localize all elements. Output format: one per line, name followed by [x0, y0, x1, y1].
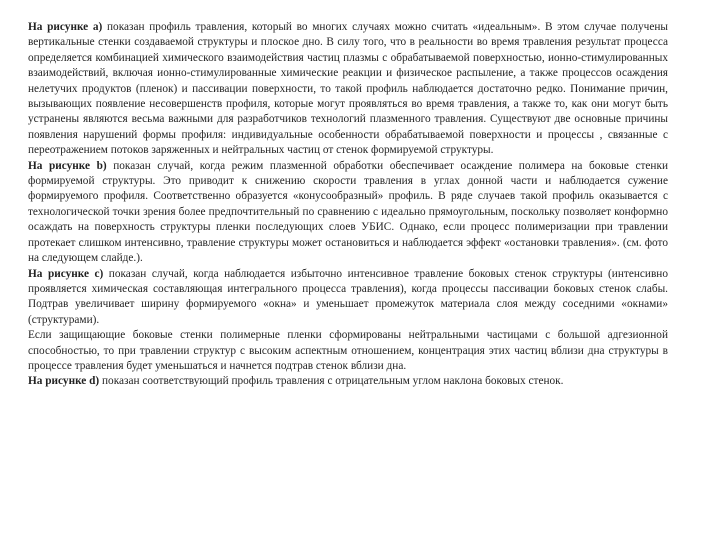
paragraph-text: показан случай, когда наблюдается избыточно интенсивное травление боковых стенок структуры (интенсивно проявляется химическая составляющая интегрального процесса травления), когда процессы пассивации боковых стенок слабы. Подтрав увеличивает ширину формируемого «окна» и уменьшает промежуток материала слоя между соседними «окнами» (структурами).	[28, 267, 668, 326]
paragraph-figure-d	[28, 374, 668, 389]
document-body	[28, 20, 668, 390]
paragraph-figure-a	[28, 20, 668, 159]
paragraph-lead: На рисунке d)	[28, 375, 100, 388]
paragraph-sidewall-passivation	[28, 328, 668, 374]
paragraph-figure-c	[28, 267, 668, 329]
paragraph-lead: На рисунке b)	[28, 159, 107, 172]
paragraph-text: показан профиль травления, который во многих случаях можно считать «идеальным». В этом случае получены вертикальные стенки создаваемой структуры и плоское дно. В силу того, что в реальности во время травления результат процесса определяется комбинацией химического взаимодействия частиц плазмы с обрабатываемой поверхностью, ионно-стимулированных взаимодействий, включая ионно-стимулированные химические реакции и физическое распыление, а также процессов осаждения нелетучих продуктов (пленок) и пассивации поверхности, то такой профиль наблюдается достаточно редко. Понимание причин, вызывающих появление несовершенств профиля, которые могут проявляться во время травления, а также то, как они могут быть устранены являются весьма важными для разработчиков технологий плазменного травления. Существуют две основные причины появления нарушений формы профиля: индивидуальные особенности обрабатываемой поверхности и процессы , связанные с переотражением потоков заряженных и нейтральных частиц от стенок формируемой структуры.	[28, 21, 668, 157]
paragraph-text: показан соответствующий профиль травления с отрицательным углом наклона боковых стенок.	[99, 375, 564, 388]
paragraph-text: показан случай, когда режим плазменной обработки обеспечивает осаждение полимера на боковые стенки формируемой структуры. Это приводит к снижению скорости травления в углах донной части и наблюдается сужение формируемого профиля. Соответственно образуется «конусообразный» профиль. В ряде случаев такой профиль оказывается с технологической точки зрения более предпочтительный по сравнению с идеально прямоугольным, поскольку позволяет конформно осаждать на поверхность структуры пленки последующих слоев УБИС. Однако, если процесс полимеризации при травлении протекает слишком интенсивно, травление структуры может остановиться и наблюдается эффект «остановки травления». (см. фото на следующем слайде.).	[28, 159, 668, 265]
paragraph-figure-b	[28, 159, 668, 267]
paragraph-text: Если защищающие боковые стенки полимерные пленки сформированы нейтральными частицами с большой адгезионной способностью, то при травлении структур с высоким аспектным отношением, концентрация этих частиц вблизи дна структуры в процессе травления будет уменьшаться и начнется подтрав стенок вблизи дна.	[28, 329, 668, 372]
paragraph-lead: На рисунке а)	[28, 21, 103, 33]
paragraph-lead: На рисунке с)	[28, 267, 104, 280]
